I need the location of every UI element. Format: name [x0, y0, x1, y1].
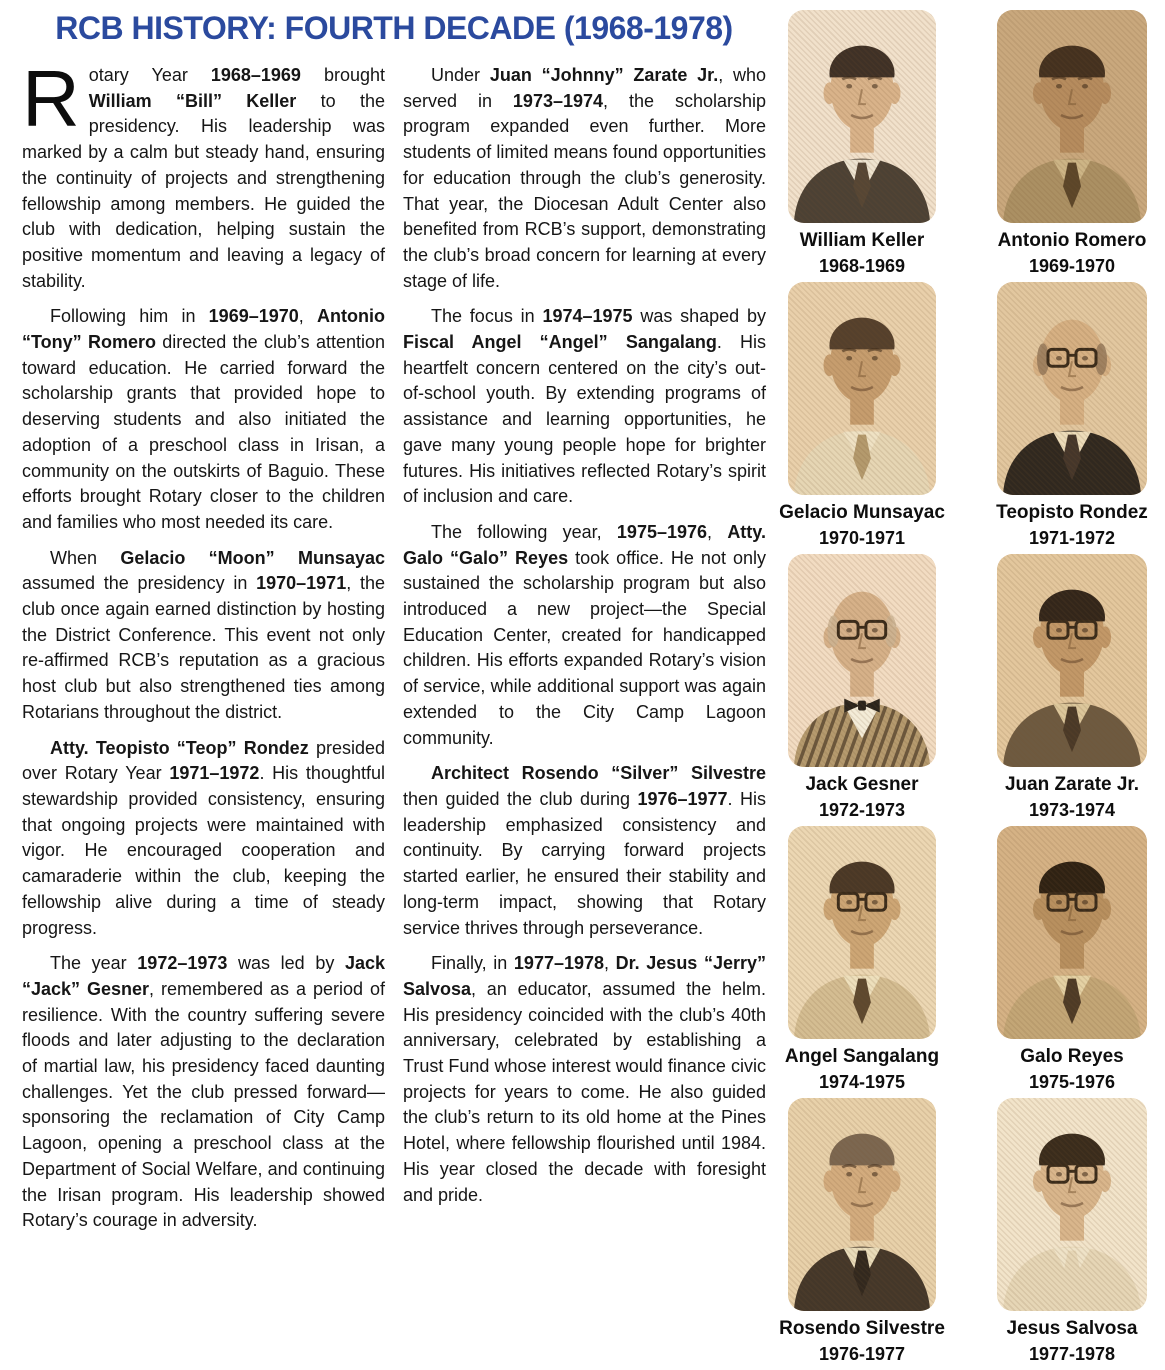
article-column-2	[403, 63, 766, 1244]
president-card	[997, 282, 1147, 554]
president-card	[779, 1098, 945, 1370]
president-card	[997, 554, 1147, 826]
portrait-photo	[997, 282, 1147, 495]
president-card	[784, 826, 940, 1098]
president-name: Galo Reyes	[1020, 1046, 1124, 1067]
article-paragraph: The following year, 1975–1976, Atty. Galo “Galo” Reyes took office. He not only sustained the scholarship program but also introduced a new project—the Special Education Center, created for handicapped children. His efforts expanded Rotary’s vision of service, while additional support was again extended to the City Camp Lagoon community.	[403, 521, 766, 748]
article-columns	[22, 54, 766, 1244]
president-caption	[773, 1046, 951, 1093]
president-name: William Keller	[799, 230, 925, 251]
president-years: 1968-1969	[818, 255, 906, 276]
president-years: 1973-1974	[1028, 799, 1116, 820]
president-years: 1971-1972	[1028, 527, 1116, 548]
president-caption	[983, 774, 1161, 821]
drop-cap: R	[22, 54, 80, 143]
portrait-photo	[997, 1098, 1147, 1311]
article	[22, 10, 766, 1244]
president-name: Gelacio Munsayac	[779, 502, 945, 523]
president-caption	[983, 1046, 1161, 1093]
president-caption	[773, 230, 951, 277]
portrait-photo	[788, 554, 936, 767]
article-paragraph: Finally, in 1977–1978, Dr. Jesus “Jerry” Salvosa, an educator, assumed the helm. His presidency coincided with the club’s 40th anniversary, celebrated by establishing a Trust Fund whose interest would finance civic projects for years to come. He also guided the club’s return to its old home at the Pines Hotel, where fellowship flourished until 1984. His year closed the decade with foresight and pride.	[403, 953, 766, 1205]
president-years: 1977-1978	[1028, 1343, 1116, 1364]
page-title: RCB HISTORY: FOURTH DECADE (1968-1978)	[55, 10, 733, 46]
president-caption	[773, 1318, 951, 1365]
president-card	[997, 826, 1147, 1098]
article-column-1	[22, 54, 385, 1244]
article-paragraph: Atty. Teopisto “Teop” Rondez presided over Rotary Year 1971–1972. His thoughtful stewardship provided consistency, ensuring that ongoing projects were maintained with vigor. He encouraged cooperation and camaraderie within the club, keeping the fellowship alive during a time of steady progress.	[22, 737, 385, 938]
president-years: 1970-1971	[818, 527, 906, 548]
president-card	[788, 554, 936, 826]
portrait-photo	[788, 10, 936, 223]
portrait-photo	[997, 554, 1147, 767]
president-caption	[983, 1318, 1161, 1365]
president-caption	[983, 502, 1161, 549]
president-years: 1976-1977	[818, 1343, 906, 1364]
president-years: 1974-1975	[818, 1071, 906, 1092]
president-card	[788, 10, 936, 282]
president-name: Angel Sangalang	[784, 1046, 940, 1067]
portrait-photo	[788, 826, 936, 1039]
article-paragraph: When Gelacio “Moon” Munsayac assumed the presidency in 1970–1971, the club once again earned distinction by hosting the District Conference. This event not only re-affirmed RCB’s reputation as a gracious host club but also strengthened ties among Rotarians throughout the district.	[22, 547, 385, 722]
portrait-photo	[997, 10, 1147, 223]
president-caption	[983, 230, 1161, 277]
president-name: Rosendo Silvestre	[779, 1318, 945, 1339]
president-name: Teopisto Rondez	[996, 502, 1148, 523]
article-paragraph: Architect Rosendo “Silver” Silvestre then guided the club during 1976–1977. His leadership emphasized consistency and continuity. By carrying forward projects started earlier, he ensured their stability and long-term impact, showing that Rotary service thrives through perseverance.	[403, 763, 766, 938]
president-years: 1972-1973	[818, 799, 906, 820]
president-card	[997, 1098, 1147, 1370]
president-name: Jesus Salvosa	[1006, 1318, 1138, 1339]
president-name: Jack Gesner	[805, 774, 919, 795]
president-card	[997, 10, 1147, 282]
president-years: 1975-1976	[1028, 1071, 1116, 1092]
president-caption	[773, 774, 951, 821]
photo-gallery	[779, 10, 1148, 1370]
president-years: 1969-1970	[1028, 255, 1116, 276]
portrait-photo	[788, 282, 936, 495]
article-paragraph: The year 1972–1973 was led by Jack “Jack” Gesner, remembered as a period of resilience. With the country suffering severe floods and later adjusting to the declaration of martial law, his presidency faced daunting challenges. Yet the club pressed forward—sponsoring the reclamation of City Camp Lagoon, opening a preschool class at the Department of Social Welfare, and continuing the Irisan program. His leadership showed Rotary’s courage in adversity.	[22, 953, 385, 1231]
article-paragraph: Following him in 1969–1970, Antonio “Tony” Romero directed the club’s attention toward education. He carried forward the scholarship grants that provided hope to deserving students and also initiated the adoption of a preschool class in Irisan, a community on the outskirts of Baguio. These efforts brought Rotary closer to the children and families who most needed its care.	[22, 306, 385, 532]
article-paragraph: Under Juan “Johnny” Zarate Jr., who served in 1973–1974, the scholarship program expanded even further. More students of limited means found opportunities for education through the club’s generosity. That year, the Diocesan Adult Center also benefited from RCB’s support, demonstrating the club’s broad concern for learning at every stage of life.	[403, 65, 766, 291]
president-caption	[773, 502, 951, 549]
portrait-photo	[788, 1098, 936, 1311]
article-paragraph: The focus in 1974–1975 was shaped by Fiscal Angel “Angel” Sangalang. His heartfelt concern centered on the city’s out-of-school youth. By extending programs of assistance and learning opportunities, he gave many young people hope for brighter futures. His initiatives reflected Rotary’s spirit of inclusion and care.	[403, 306, 766, 507]
president-name: Juan Zarate Jr.	[1004, 774, 1140, 795]
president-card	[779, 282, 945, 554]
article-paragraph: Rotary Year 1968–1969 brought William “Bill” Keller to the presidency. His leadership was marked by a calm but steady hand, ensuring the continuity of projects and strengthening fellowship among members. He guided the club with dedication, helping sustain the positive momentum and leaving a legacy of stability.	[22, 54, 385, 291]
portrait-photo	[997, 826, 1147, 1039]
president-name: Antonio Romero	[997, 230, 1147, 251]
